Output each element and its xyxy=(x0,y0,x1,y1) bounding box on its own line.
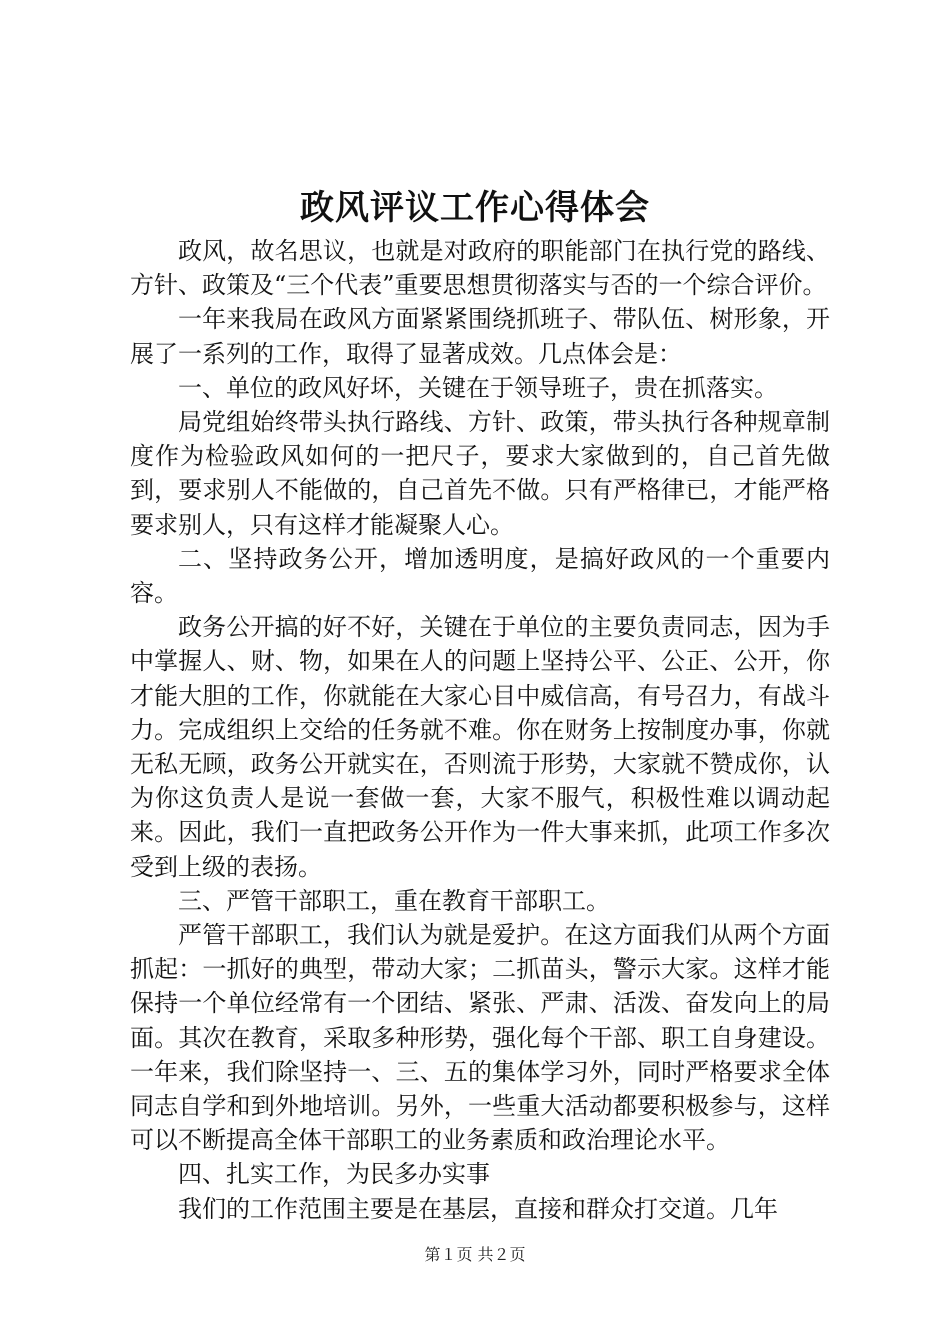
paragraph: 政风，故名思议，也就是对政府的职能部门在执行党的路线、方针、政策及“三个代表”重要思想贯彻落实与否的一个综合评价。 xyxy=(130,237,830,300)
section-heading: 一、单位的政风好坏，关键在于领导班子，贵在抓落实。 xyxy=(178,373,778,402)
paragraph: 局党组始终带头执行路线、方针、政策，带头执行各种规章制度作为检验政风如何的一把尺子，要求大家做到的，自己首先做到，要求别人不能做的，自己首先不做。只有严格律已，才能严格要求别人，只有这样才能凝聚人心。 xyxy=(130,408,830,539)
section-heading: 三、严管干部职工，重在教育干部职工。 xyxy=(178,886,610,915)
section-heading: 四、扎实工作，为民多办实事 xyxy=(178,1160,490,1189)
paragraph: 政务公开搞的好不好，关键在于单位的主要负责同志，因为手中掌握人、财、物，如果在人的问题上坚持公平、公正、公开，你才能大胆的工作，你就能在大家心目中威信高，有号召力，有战斗力。完成组织上交给的任务就不难。你在财务上按制度办事，你就无私无顾，政务公开就实在，否则流于形势，大家就不赞成你，认为你这负责人是说一套做一套，大家不服气，积极性难以调动起来。因此，我们一直把政务公开作为一件大事来抓，此项工作多次受到上级的表扬。 xyxy=(130,613,830,881)
paragraph: 一年来我局在政风方面紧紧围绕抓班子、带队伍、树形象，开展了一系列的工作，取得了显著成效。几点体会是： xyxy=(130,305,830,368)
paragraph: 严管干部职工，我们认为就是爱护。在这方面我们从两个方面抓起：一抓好的典型，带动大家；二抓苗头，警示大家。这样才能保持一个单位经常有一个团结、紧张、严肃、活泼、奋发向上的局面。其次在教育，采取多种形势，强化每个干部、职工自身建设。一年来，我们除坚持一、三、五的集体学习外，同时严格要求全体同志自学和到外地培训。另外，一些重大活动都要积极参与，这样可以不断提高全体干部职工的业务素质和政治理论水平。 xyxy=(130,921,830,1155)
page-number-footer: 第１页 共２页 xyxy=(424,1245,526,1264)
paragraph: 我们的工作范围主要是在基层，直接和群众打交道。几年 xyxy=(178,1194,778,1223)
document-title: 政风评议工作心得体会 xyxy=(300,188,650,228)
document-body xyxy=(130,234,830,1226)
section-heading: 二、坚持政务公开，增加透明度，是搞好政风的一个重要内容。 xyxy=(130,544,830,608)
